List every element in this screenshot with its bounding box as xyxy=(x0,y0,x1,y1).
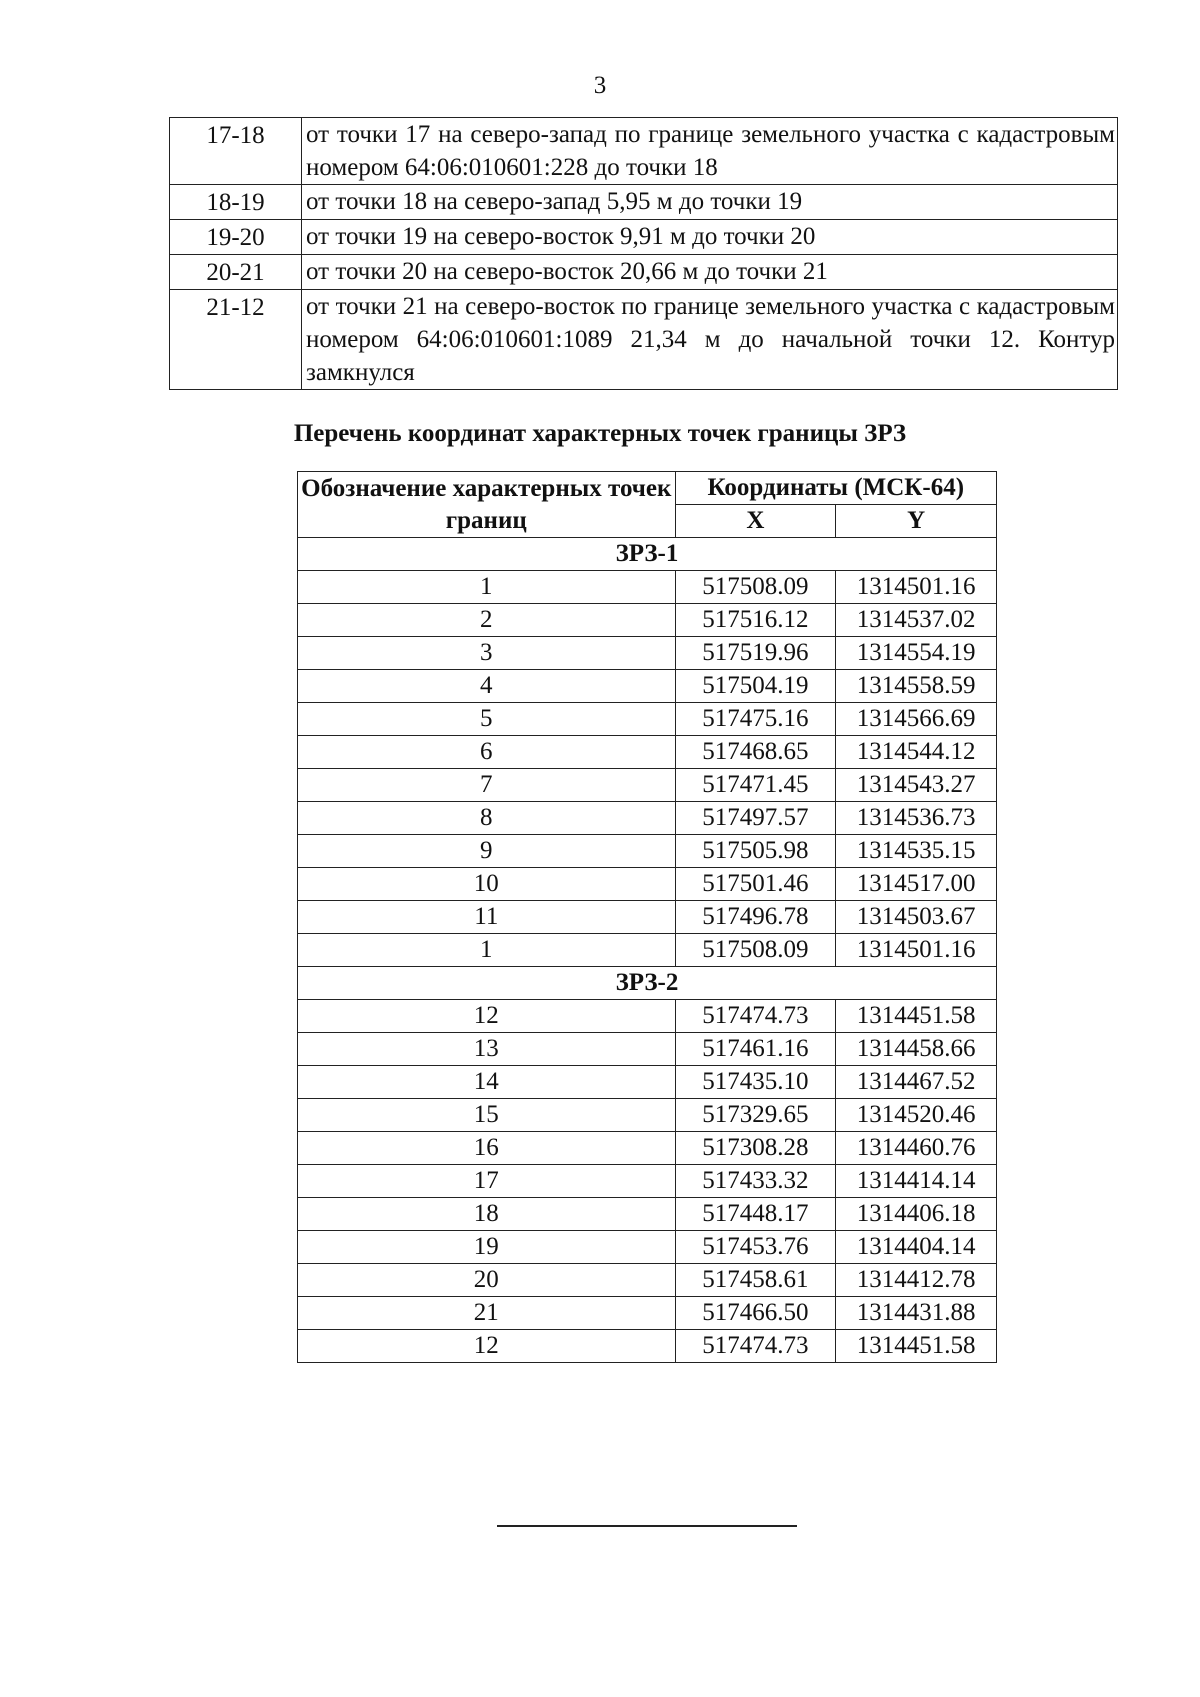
point-cell: 2 xyxy=(298,604,676,637)
y-cell: 1314535.15 xyxy=(836,835,997,868)
footer-rule xyxy=(497,1525,797,1527)
point-cell: 7 xyxy=(298,769,676,802)
y-cell: 1314517.00 xyxy=(836,868,997,901)
x-cell: 517448.17 xyxy=(675,1198,836,1231)
group-name: ЗРЗ-1 xyxy=(298,538,997,571)
x-cell: 517453.76 xyxy=(675,1231,836,1264)
y-cell: 1314501.16 xyxy=(836,571,997,604)
x-cell: 517508.09 xyxy=(675,934,836,967)
group-row xyxy=(298,538,997,571)
point-cell: 4 xyxy=(298,670,676,703)
segment-description: от точки 17 на северо-запад по границе земельного участка с кадастровым номером 64:06:010601:228 до точки 18 xyxy=(302,118,1118,185)
y-cell: 1314503.67 xyxy=(836,901,997,934)
table-row xyxy=(298,670,997,703)
point-cell: 12 xyxy=(298,1000,676,1033)
group-name: ЗРЗ-2 xyxy=(298,967,997,1000)
section-title: Перечень координат характерных точек границы ЗРЗ xyxy=(293,420,907,447)
point-cell: 14 xyxy=(298,1066,676,1099)
header-point-names: Обозначение характерных точек границ xyxy=(298,472,676,538)
x-cell: 517519.96 xyxy=(675,637,836,670)
x-cell: 517461.16 xyxy=(675,1033,836,1066)
segment-id: 21-12 xyxy=(170,290,302,390)
y-cell: 1314431.88 xyxy=(836,1297,997,1330)
y-cell: 1314458.66 xyxy=(836,1033,997,1066)
x-cell: 517329.65 xyxy=(675,1099,836,1132)
y-cell: 1314501.16 xyxy=(836,934,997,967)
point-cell: 18 xyxy=(298,1198,676,1231)
table-row xyxy=(298,835,997,868)
coordinates-table xyxy=(297,471,997,1363)
segment-row xyxy=(170,118,1118,185)
segment-id: 18-19 xyxy=(170,185,302,220)
point-cell: 20 xyxy=(298,1264,676,1297)
x-cell: 517471.45 xyxy=(675,769,836,802)
x-cell: 517308.28 xyxy=(675,1132,836,1165)
table-row xyxy=(298,769,997,802)
x-cell: 517496.78 xyxy=(675,901,836,934)
table-row xyxy=(298,1330,997,1363)
table-row xyxy=(298,1264,997,1297)
point-cell: 8 xyxy=(298,802,676,835)
segments-table-body xyxy=(170,118,1118,390)
coordinates-table-body xyxy=(298,538,997,1363)
table-row xyxy=(298,934,997,967)
table-row xyxy=(298,637,997,670)
table-row xyxy=(298,1132,997,1165)
y-cell: 1314412.78 xyxy=(836,1264,997,1297)
y-cell: 1314451.58 xyxy=(836,1330,997,1363)
point-cell: 16 xyxy=(298,1132,676,1165)
point-cell: 12 xyxy=(298,1330,676,1363)
x-cell: 517466.50 xyxy=(675,1297,836,1330)
point-cell: 17 xyxy=(298,1165,676,1198)
header-y: Y xyxy=(836,505,997,538)
table-row xyxy=(298,1066,997,1099)
table-row xyxy=(298,736,997,769)
y-cell: 1314566.69 xyxy=(836,703,997,736)
point-cell: 19 xyxy=(298,1231,676,1264)
segment-description: от точки 19 на северо-восток 9,91 м до точки 20 xyxy=(302,220,1118,255)
segments-table xyxy=(169,117,1118,390)
page-number: 3 xyxy=(593,72,607,99)
segment-description: от точки 18 на северо-запад 5,95 м до точки 19 xyxy=(302,185,1118,220)
x-cell: 517474.73 xyxy=(675,1000,836,1033)
y-cell: 1314467.52 xyxy=(836,1066,997,1099)
y-cell: 1314543.27 xyxy=(836,769,997,802)
point-cell: 10 xyxy=(298,868,676,901)
segment-row xyxy=(170,255,1118,290)
y-cell: 1314414.14 xyxy=(836,1165,997,1198)
segment-id: 17-18 xyxy=(170,118,302,185)
x-cell: 517508.09 xyxy=(675,571,836,604)
segment-description: от точки 21 на северо-восток по границе земельного участка с кадастровым номером 64:06:010601:1089 21,34 м до начальной точки 12. Контур замкнулся xyxy=(302,290,1118,390)
segment-row xyxy=(170,220,1118,255)
table-row xyxy=(298,1033,997,1066)
x-cell: 517501.46 xyxy=(675,868,836,901)
segment-id: 19-20 xyxy=(170,220,302,255)
y-cell: 1314537.02 xyxy=(836,604,997,637)
x-cell: 517468.65 xyxy=(675,736,836,769)
x-cell: 517504.19 xyxy=(675,670,836,703)
table-row xyxy=(298,868,997,901)
x-cell: 517458.61 xyxy=(675,1264,836,1297)
point-cell: 1 xyxy=(298,934,676,967)
table-row xyxy=(298,1000,997,1033)
point-cell: 21 xyxy=(298,1297,676,1330)
point-cell: 9 xyxy=(298,835,676,868)
table-row xyxy=(298,802,997,835)
segment-description: от точки 20 на северо-восток 20,66 м до точки 21 xyxy=(302,255,1118,290)
y-cell: 1314451.58 xyxy=(836,1000,997,1033)
segment-row xyxy=(170,290,1118,390)
point-cell: 13 xyxy=(298,1033,676,1066)
point-cell: 5 xyxy=(298,703,676,736)
y-cell: 1314406.18 xyxy=(836,1198,997,1231)
point-cell: 15 xyxy=(298,1099,676,1132)
table-row xyxy=(298,1231,997,1264)
y-cell: 1314460.76 xyxy=(836,1132,997,1165)
y-cell: 1314554.19 xyxy=(836,637,997,670)
table-row xyxy=(298,1198,997,1231)
table-row xyxy=(298,604,997,637)
coordinates-table-header xyxy=(298,472,997,538)
y-cell: 1314536.73 xyxy=(836,802,997,835)
point-cell: 3 xyxy=(298,637,676,670)
table-row xyxy=(298,571,997,604)
x-cell: 517433.32 xyxy=(675,1165,836,1198)
y-cell: 1314404.14 xyxy=(836,1231,997,1264)
x-cell: 517435.10 xyxy=(675,1066,836,1099)
x-cell: 517516.12 xyxy=(675,604,836,637)
x-cell: 517505.98 xyxy=(675,835,836,868)
header-x: X xyxy=(675,505,836,538)
table-row xyxy=(298,1099,997,1132)
x-cell: 517497.57 xyxy=(675,802,836,835)
y-cell: 1314520.46 xyxy=(836,1099,997,1132)
group-row xyxy=(298,967,997,1000)
segment-id: 20-21 xyxy=(170,255,302,290)
point-cell: 1 xyxy=(298,571,676,604)
point-cell: 6 xyxy=(298,736,676,769)
table-row xyxy=(298,1165,997,1198)
x-cell: 517474.73 xyxy=(675,1330,836,1363)
table-row xyxy=(298,703,997,736)
y-cell: 1314558.59 xyxy=(836,670,997,703)
segment-row xyxy=(170,185,1118,220)
table-row xyxy=(298,1297,997,1330)
y-cell: 1314544.12 xyxy=(836,736,997,769)
header-coordinates: Координаты (МСК-64) xyxy=(675,472,996,505)
table-row xyxy=(298,901,997,934)
point-cell: 11 xyxy=(298,901,676,934)
x-cell: 517475.16 xyxy=(675,703,836,736)
